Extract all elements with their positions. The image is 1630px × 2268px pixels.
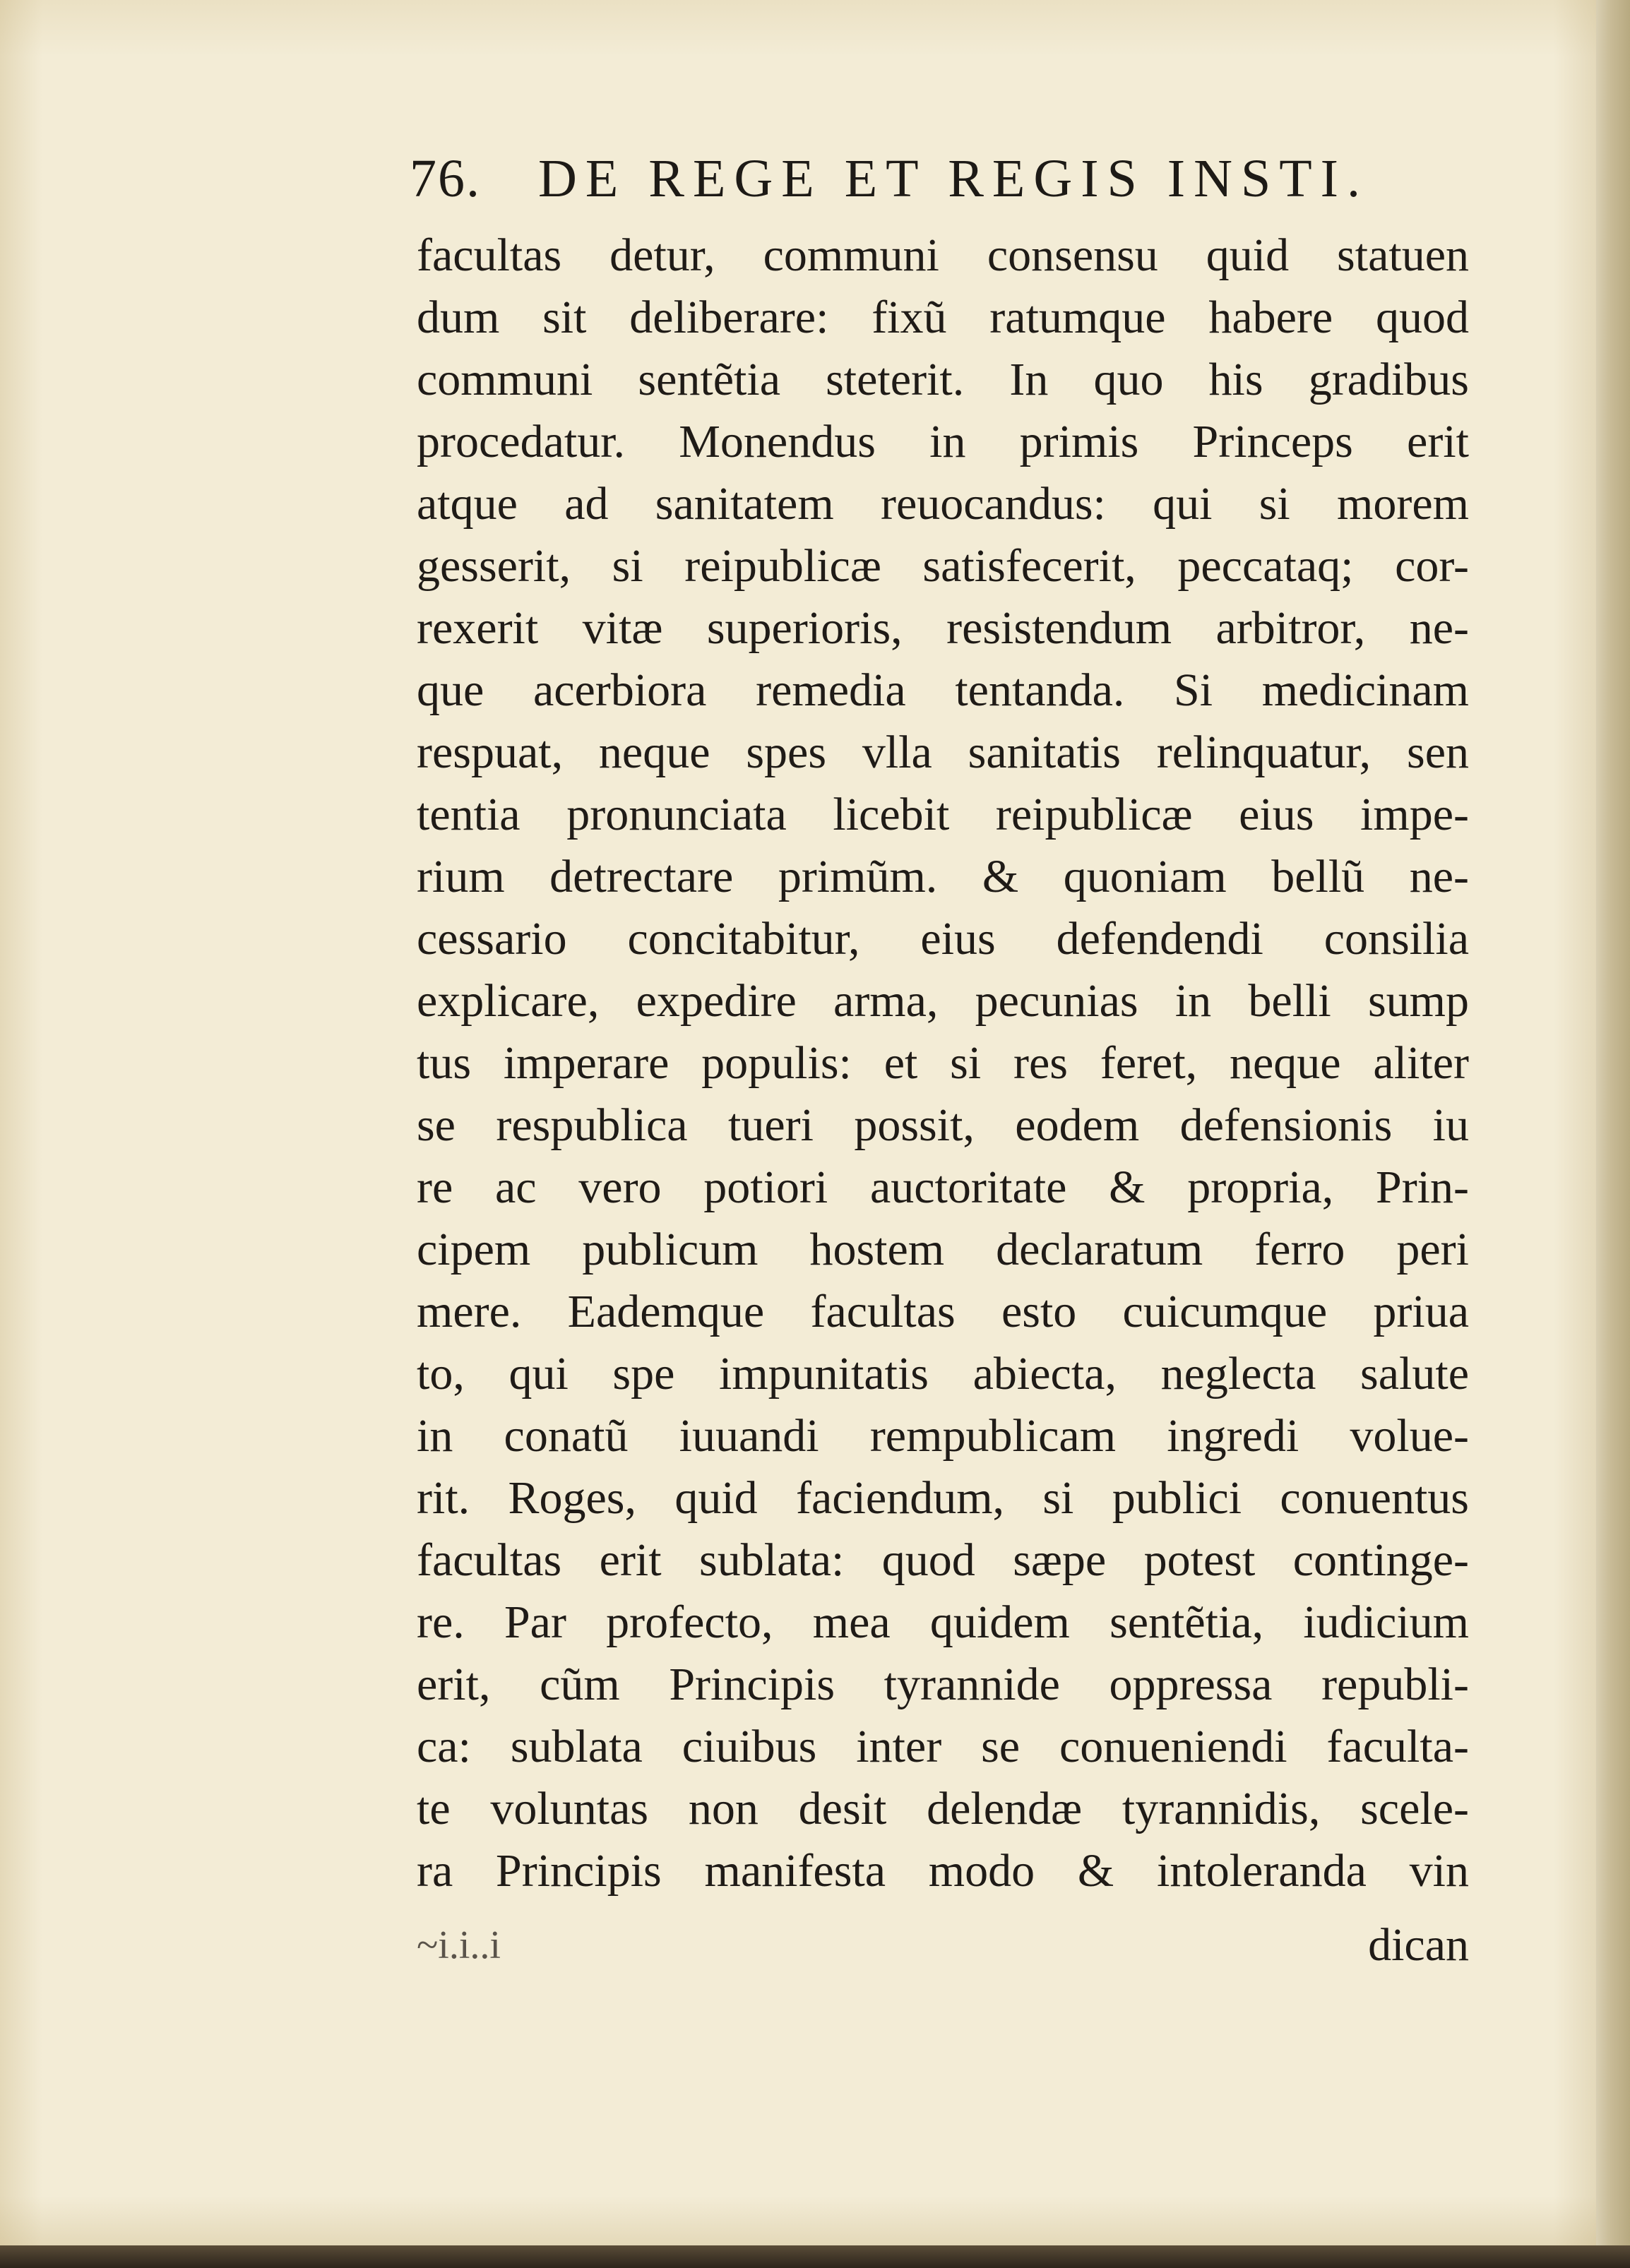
text-line: re. Par profecto, mea quidem sentẽtia, iudicium	[417, 1596, 1469, 1648]
catchword: dican	[1368, 1919, 1469, 1971]
text-line: ra Principis manifesta modo & intoleranda vin	[417, 1845, 1469, 1897]
text-line: cessario concitabitur, eius defendendi consilia	[417, 913, 1469, 965]
text-line: procedatur. Monendus in primis Princeps erit	[417, 416, 1469, 467]
running-head	[410, 148, 1469, 210]
text-line: facultas detur, communi consensu quid statuen	[417, 229, 1469, 281]
text-line: te voluntas non desit delendæ tyrannidis, scele-	[417, 1783, 1469, 1834]
text-line: to, qui spe impunitatis abiecta, neglecta salute	[417, 1348, 1469, 1399]
text-line: ca: sublata ciuibus inter se conueniendi faculta-	[417, 1721, 1469, 1772]
text-line: gesserit, si reipublicæ satisfecerit, peccataq; cor-	[417, 540, 1469, 592]
text-line: facultas erit sublata: quod sæpe potest continge-	[417, 1534, 1469, 1586]
text-line: tentia pronunciata licebit reipublicæ eius impe-	[417, 789, 1469, 840]
text-line: explicare, expedire arma, pecunias in belli sump	[417, 975, 1469, 1027]
text-line: erit, cũm Principis tyrannide oppressa republi-	[417, 1659, 1469, 1710]
text-line: communi sentẽtia steterit. In quo his gradibus	[417, 354, 1469, 405]
page-number: 76.	[410, 149, 481, 208]
page-gutter-edge	[1596, 0, 1630, 2245]
text-line: in conatũ iuuandi rempublicam ingredi volue-	[417, 1410, 1469, 1462]
text-line: atque ad sanitatem reuocandus: qui si morem	[417, 478, 1469, 530]
text-line: rit. Roges, quid faciendum, si publici conuentus	[417, 1472, 1469, 1524]
scan-bottom-border	[0, 2245, 1630, 2268]
text-line: que acerbiora remedia tentanda. Si medicinam	[417, 664, 1469, 716]
text-line: se respublica tueri possit, eodem defensionis iu	[417, 1099, 1469, 1151]
body-text	[417, 225, 1469, 1902]
running-head-title: DE REGE ET REGIS INSTI.	[538, 149, 1369, 208]
text-line: respuat, neque spes vlla sanitatis relinquatur, sen	[417, 727, 1469, 778]
text-line: cipem publicum hostem declaratum ferro peri	[417, 1224, 1469, 1275]
text-line: re ac vero potiori auctoritate & propria, Prin-	[417, 1162, 1469, 1213]
text-line: tus imperare populis: et si res feret, neque aliter	[417, 1037, 1469, 1089]
text-line: rexerit vitæ superioris, resistendum arbitror, ne-	[417, 602, 1469, 654]
signature-mark: ~i.i..i	[417, 1923, 501, 1967]
catchword-row	[417, 1914, 1469, 1977]
text-line: rium detrectare primũm. & quoniam bellũ ne-	[417, 851, 1469, 902]
text-line: mere. Eademque facultas esto cuicumque priua	[417, 1286, 1469, 1337]
text-line: dum sit deliberare: fixũ ratumque habere quod	[417, 292, 1469, 343]
